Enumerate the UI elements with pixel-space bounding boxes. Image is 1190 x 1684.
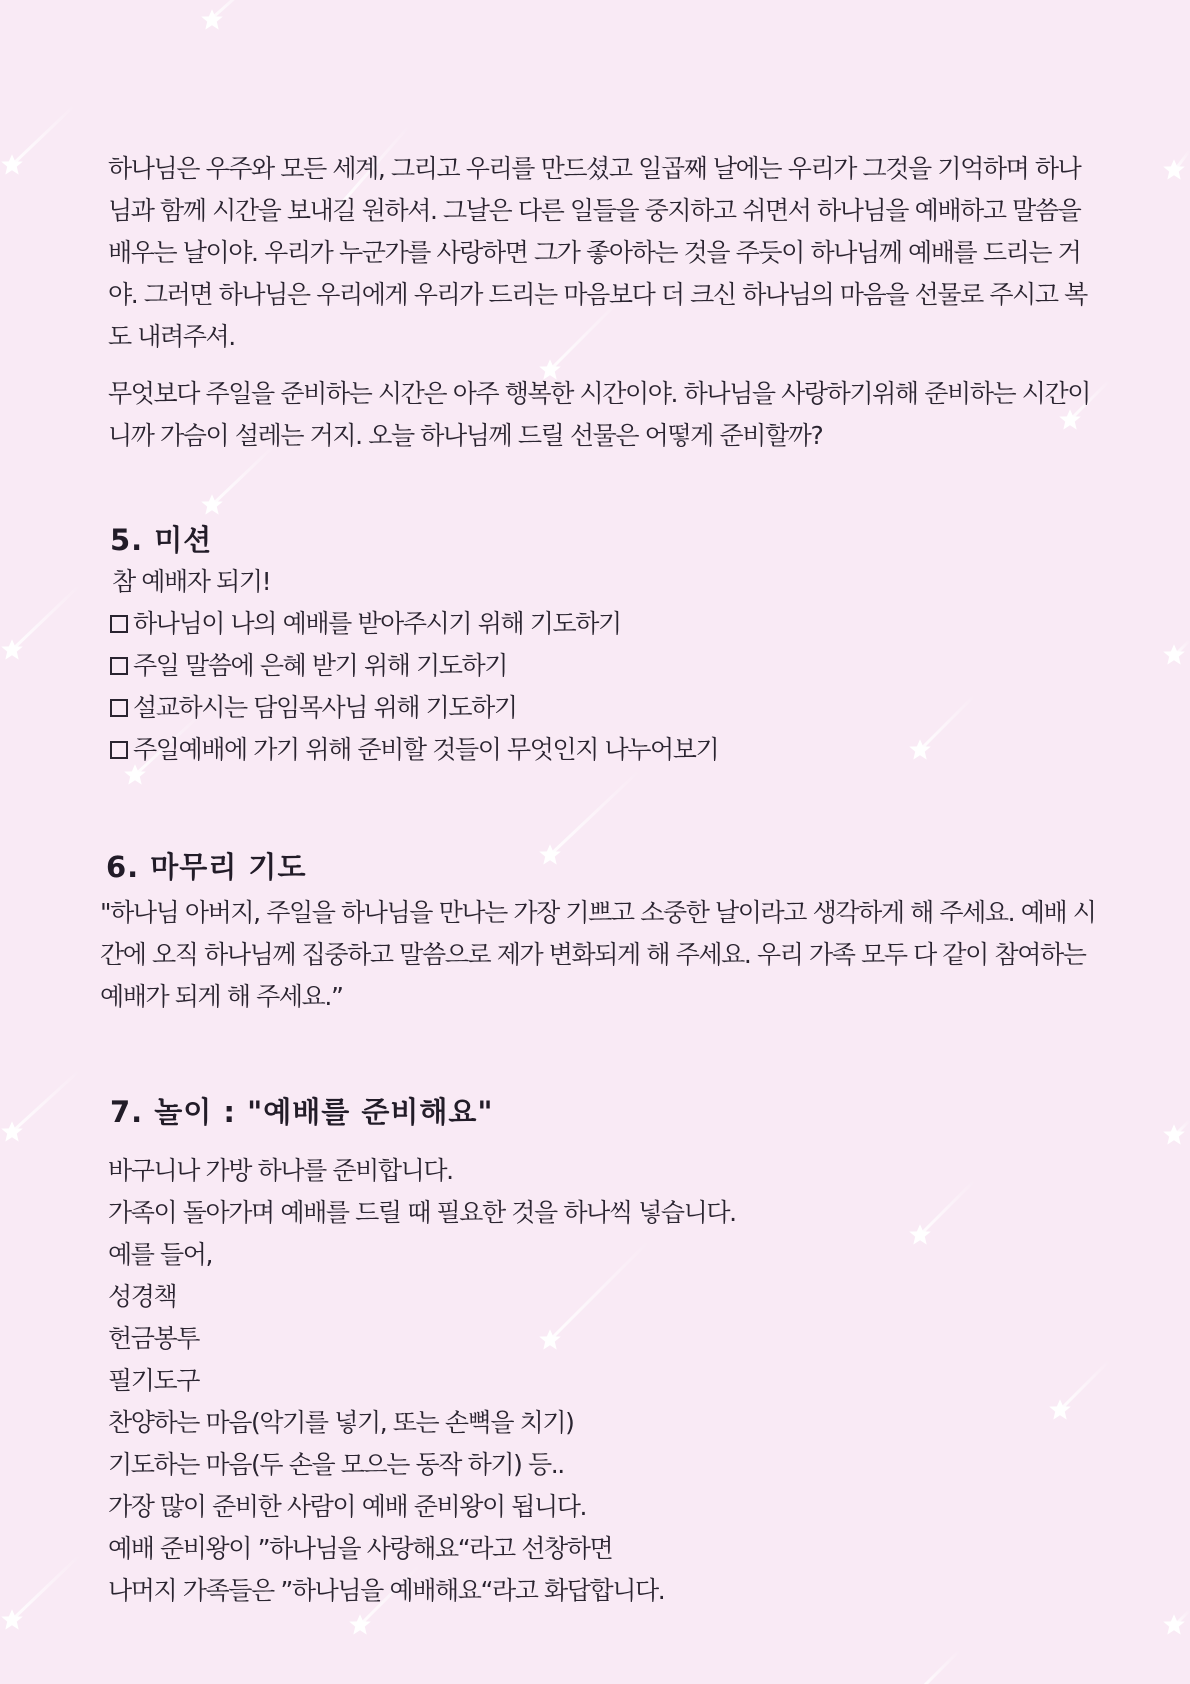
game-line: 나머지 가족들은 ”하나님을 예배해요“라고 화답합니다. [108, 1576, 665, 1605]
checkbox-icon[interactable] [110, 615, 128, 633]
checklist-item [110, 729, 718, 771]
checklist-item [110, 645, 718, 687]
game-line: 성경책 [108, 1282, 177, 1311]
game-line: 가장 많이 준비한 사람이 예배 준비왕이 됩니다. [108, 1492, 587, 1521]
game-heading: 7. 놀이 : "예배를 준비해요" [110, 1095, 494, 1129]
checklist-item-label: 주일 말씀에 은혜 받기 위해 기도하기 [133, 651, 507, 680]
game-line: 헌금봉투 [108, 1324, 200, 1353]
checkbox-icon[interactable] [110, 699, 128, 717]
intro-paragraph-2: 무엇보다 주일을 준비하는 시간은 아주 행복한 시간이야. 하나님을 사랑하기위해 준비하는 시간이니까 가슴이 설레는 거지. 오늘 하나님께 드릴 선물은 어떻게 준비할까? [108, 379, 1091, 450]
game-line: 기도하는 마음(두 손을 모으는 동작 하기) 등.. [108, 1450, 564, 1479]
mission-heading: 5. 미션 [110, 523, 213, 557]
checklist-item [110, 603, 718, 645]
mission-checklist [110, 603, 718, 771]
mission-subtitle: 참 예배자 되기! [112, 567, 271, 596]
checkbox-icon[interactable] [110, 657, 128, 675]
checklist-item-label: 주일예배에 가기 위해 준비할 것들이 무엇인지 나누어보기 [133, 735, 719, 764]
checkbox-icon[interactable] [110, 741, 128, 759]
game-line: 예배 준비왕이 ”하나님을 사랑해요“라고 선창하면 [108, 1534, 613, 1563]
game-line: 필기도구 [108, 1366, 200, 1395]
game-instructions [108, 1150, 736, 1612]
prayer-heading: 6. 마무리 기도 [106, 850, 307, 884]
intro-paragraph-1: 하나님은 우주와 모든 세계, 그리고 우리를 만드셨고 일곱째 날에는 우리가 그것을 기억하며 하나님과 함께 시간을 보내길 원하셔. 그날은 다른 일들을 중지하고 쉬면서 하나님을 예배하고 말씀을 배우는 날이야. 우리가 누군가를 사랑하면 그가 좋아하는 것을 주듯이 하나님께 예배를 드리는 거야. 그러면 하나님은 우리에게 우리가 드리는 마음보다 더 크신 하나님의 마음을 선물로 주시고 복도 내려주셔. [108, 154, 1087, 351]
game-line: 예를 들어, [108, 1240, 213, 1269]
checklist-item [110, 687, 718, 729]
game-line: 바구니나 가방 하나를 준비합니다. [108, 1156, 453, 1185]
game-line: 찬양하는 마음(악기를 넣기, 또는 손뼉을 치기) [108, 1408, 574, 1437]
checklist-item-label: 하나님이 나의 예배를 받아주시기 위해 기도하기 [133, 609, 621, 638]
checklist-item-label: 설교하시는 담임목사님 위해 기도하기 [133, 693, 517, 722]
prayer-text: "하나님 아버지, 주일을 하나님을 만나는 가장 기쁘고 소중한 날이라고 생각하게 해 주세요. 예배 시간에 오직 하나님께 집중하고 말씀으로 제가 변화되게 해 주세요. 우리 가족 모두 다 같이 참여하는 예배가 되게 해 주세요.” [100, 898, 1096, 1011]
game-line: 가족이 돌아가며 예배를 드릴 때 필요한 것을 하나씩 넣습니다. [108, 1198, 736, 1227]
